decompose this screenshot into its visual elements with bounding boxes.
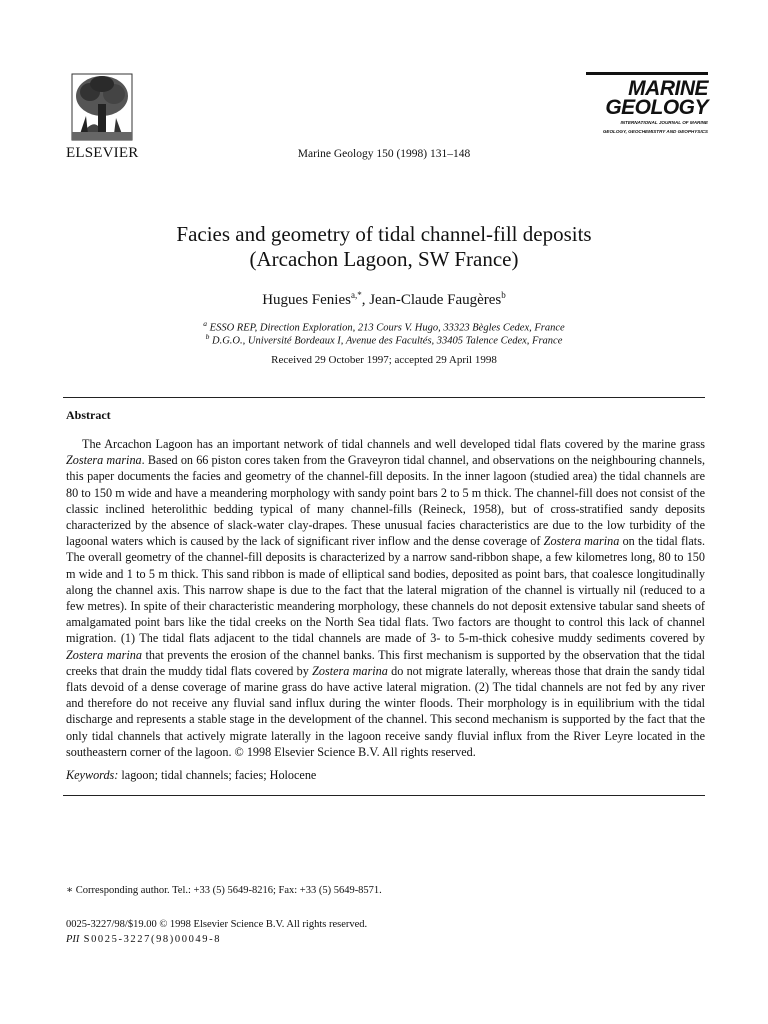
species-name: Zostera marina [543,534,620,549]
journal-logo-title-line2: GEOLOGY [605,96,708,119]
affiliation-b [0,332,768,347]
affiliation-a-text: ESSO REP, Direction Exploration, 213 Cours V. Hugo, 33323 Bègles Cedex, France [209,322,565,334]
affiliation-b-text: D.G.O., Université Bordeaux I, Avenue des Facultés, 33405 Talence Cedex, France [211,335,563,347]
author1-marks: a,* [350,290,362,300]
title-line1: Facies and geometry of tidal channel-fill deposits [176,222,592,246]
author2-name: Jean-Claude Faugères [369,292,502,308]
author2-marks: b [501,290,506,300]
pii-line [66,934,221,945]
journal-logo-rule [586,72,708,75]
journal-logo-title-line1: MARINE [628,77,708,100]
author-list [0,290,768,309]
journal-citation: Marine Geology 150 (1998) 131–148 [297,148,471,160]
affiliation-b-mark: b [205,332,210,341]
species-name: Zostera marina [66,453,142,468]
species-name: Zostera marina [312,663,388,678]
bottom-divider [63,795,705,796]
top-divider [63,397,705,398]
pii-code: S0025-3227(98)00049-8 [79,934,222,945]
issn-line: 0025-3227/98/$19.00 © 1998 Elsevier Science B.V. All rights reserved. [66,919,368,930]
title-line2: (Arcachon Lagoon, SW France) [249,247,519,271]
species-name: Zostera marina [66,647,142,662]
received-dates: Received 29 October 1997; accepted 29 April 1998 [271,354,497,366]
journal-logo-subtitle-line1: INTERNATIONAL JOURNAL OF MARINE [620,120,708,125]
pii-label: PII [66,934,80,945]
keywords-list: lagoon; tidal channels; facies; Holocene [118,768,317,782]
affiliation-a-mark: a [203,319,208,328]
journal-logo-subtitle-line2: GEOLOGY, GEOCHEMISTRY AND GEOPHYSICS [602,128,708,134]
author1-name: Hugues Fenies [262,292,351,308]
author-separator: , [361,292,370,308]
article-title [0,222,768,272]
abstract-heading: Abstract [66,408,111,422]
keywords-line [66,768,316,783]
abstract-text: The Arcachon Lagoon has an important network of tidal channels and well developed tidal flats covered by the marine grass Zostera marina. Based on 66 piston cores taken from the Graveyron tidal channel, and observations on the neighbouring channels, this paper documents the facies and geometry of the channel-fill deposits. In the inner lagoon (studied area) the tidal channels are 80 to 150 m wide and have a meandering morphology with sandy point bars 2 to 5 m thick. The channel-fill does not consist of the classic inclined heterolithic bedding typical of many channel-fills (Reineck, 1958), but of cross-stratified sandy deposits characterized by the absence of slack-water clay-drapes. These unusual facies characteristics are due to the low turbidity of the lagoonal waters which is caused by the lack of significant river inflow and the dense coverage of Zostera marina on the tidal flats. The overall geometry of the channel-fill deposits is characterized by a narrow sand-ribbon shape, a few kilometres long, 80 to 150 m wide and 1 to 5 m thick. This sand ribbon is made of elliptical sand bodies, deposited as point bars, that coalesce longitudinally along the channel axis. This narrow shape is due to the fact that the lateral migration of the channel is virtually nil (reduced to a few metres). In spite of their characteristic meandering morphology, these channels do not deposit extensive tabular sand sheets of amalgamated point bars like the tidal creeks on the North Sea tidal flats. Two factors are thought to control this lack of channel migration. (1) The tidal flats adjacent to the tidal channels are made of 3- to 5-m-thick cohesive muddy sediments covered by Zostera marina that prevents the erosion of the channel banks. This first mechanism is supported by the observation that the tidal creeks that drain the muddy tidal flats covered by Zostera marina do not migrate laterally, whereas those that drain the sandy tidal flats devoid of a dense coverage of marine grass do have active lateral migration. (2) The tidal channels are not fed by any river and therefore do not receive any fluvial sand influx during the winter floods. Their morphology is in equilibrium with the tidal discharge and represents a stable stage in the development of the channel. This second mechanism is supported by the fact that the only tidal channels that actively migrate laterally in the lagoon receive sandy fluvial influx from the River Leyre located in the southeastern corner of the lagoon. © 1998 Elsevier Science B.V. All rights reserved. [66,437,705,759]
corresponding-author-footnote: ∗ Corresponding author. Tel.: +33 (5) 5649-8216; Fax: +33 (5) 5649-8571. [66,885,382,896]
publisher-name: ELSEVIER [66,145,139,161]
keywords-label: Keywords: [66,768,119,782]
journal-logo [586,72,708,134]
